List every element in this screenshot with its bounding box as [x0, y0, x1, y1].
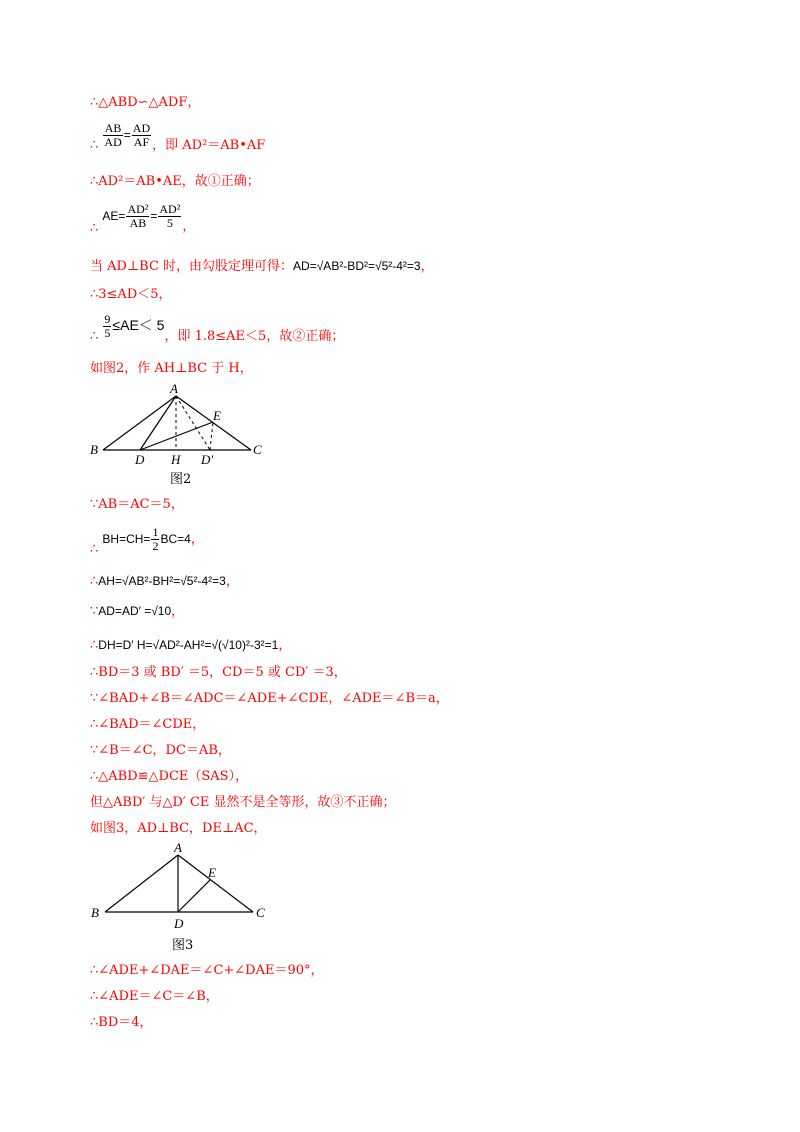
- label-d: D: [174, 916, 184, 931]
- step-ah: ∴AH=√AB²-BH²=√5²-4²=3，: [90, 574, 239, 589]
- figure3-caption: 图3: [172, 938, 194, 953]
- label-a: A: [174, 842, 182, 855]
- segment-ab: [103, 396, 176, 450]
- segment-ac: [178, 855, 253, 912]
- step-ab-ac: ∵AB＝AC＝5，: [90, 497, 184, 512]
- step-congruent: ∴△ABD≌△DCE（SAS），: [90, 769, 249, 784]
- label-h: H: [171, 452, 181, 467]
- fraction-ad2-5: $\frac{\text{AD²}}{5}$: [159, 202, 181, 230]
- label-c: C: [256, 905, 265, 920]
- segment-de: [178, 880, 210, 912]
- step-ratio: ∴ $\frac{AB}{AD}$ = $\frac{AD}{AF}$ ，即 AD²＝AB•AF: [90, 121, 266, 153]
- segment-ab: [105, 855, 178, 912]
- step-angle-equal: ∴∠ADE＝∠C＝∠B，: [90, 989, 219, 1004]
- fraction-9-5: $\frac{9}{5}$: [104, 312, 111, 340]
- step-figure2-intro: 如图2，作 AH⊥BC 于 H，: [90, 361, 253, 376]
- step-ae-expression: ∴ AE= $\frac{\text{AD²}}{AB}$ = $\frac{\text{AD²}}{5}$ ，: [90, 202, 196, 236]
- step-ad-range: ∴3≤AD＜5，: [90, 287, 172, 302]
- step-angle-bad: ∴∠BAD＝∠CDE，: [90, 717, 206, 732]
- fraction-ad-af: $\frac{AD}{AF}$: [132, 121, 151, 149]
- step-bd-4: ∴BD＝4，: [90, 1015, 153, 1030]
- step-angle-b-c: ∵∠B＝∠C，DC＝AB，: [90, 743, 231, 758]
- step-pythagoras: 当 AD⊥BC 时，由勾股定理可得：AD=√AB²-BD²=√5²-4²=3，: [90, 259, 434, 274]
- fraction-1-2: $\frac{1}{2}$: [152, 525, 159, 553]
- segment-ad: [140, 396, 176, 450]
- label-b: B: [91, 905, 99, 920]
- label-d: D: [135, 452, 145, 467]
- step-similar-triangles: ∴△ABD∽△ADF，: [90, 95, 201, 110]
- segment-ad-prime: [176, 396, 210, 450]
- figure2-caption: 图2: [170, 472, 192, 487]
- segment-ac: [176, 396, 251, 450]
- label-c: C: [253, 442, 262, 457]
- step-conclusion-1: ∴AD²＝AB•AE，故①正确；: [90, 174, 260, 189]
- step-ad-sqrt10: ∵AD=AD′ =√10，: [90, 604, 185, 619]
- label-e: E: [213, 408, 221, 423]
- step-bd-cd: ∴BD＝3 或 BD′ ＝5，CD＝5 或 CD′ ＝3，: [90, 665, 347, 680]
- figure-2: [88, 380, 268, 470]
- step-figure3-intro: 如图3，AD⊥BC，DE⊥AC，: [90, 821, 267, 836]
- step-conclusion-3: 但△ABD′ 与△D′ CE 显然不是全等形，故③不正确；: [90, 795, 396, 810]
- label-d-prime: D′: [201, 452, 214, 467]
- label-a: A: [170, 381, 178, 396]
- figure-3: [88, 842, 278, 934]
- segment-d-prime-e: [210, 422, 213, 450]
- step-angle-complement: ∴∠ADE+∠DAE＝∠C+∠DAE＝90°，: [90, 963, 324, 978]
- step-dh: ∴DH=D′ H=√AD²-AH²=√(√10)²-3²=1，: [90, 638, 292, 653]
- label-b: B: [90, 442, 98, 457]
- step-angle-sum: ∵∠BAD+∠B＝∠ADC＝∠ADE+∠CDE，∠ADE＝∠B＝a，: [90, 691, 449, 706]
- fraction-ab-ad: $\frac{AB}{AD}$: [104, 121, 122, 149]
- step-bh-ch: ∴ BH=CH= $\frac{1}{2}$ BC=4，: [90, 525, 204, 557]
- label-e: E: [208, 865, 216, 880]
- fraction-ad2-ab: $\frac{\text{AD²}}{AB}$: [127, 202, 149, 230]
- step-ae-range: ∴ $\frac{9}{5}$ ≤AE＜ 5，即 1.8≤AE＜5，故②正确；: [90, 312, 345, 344]
